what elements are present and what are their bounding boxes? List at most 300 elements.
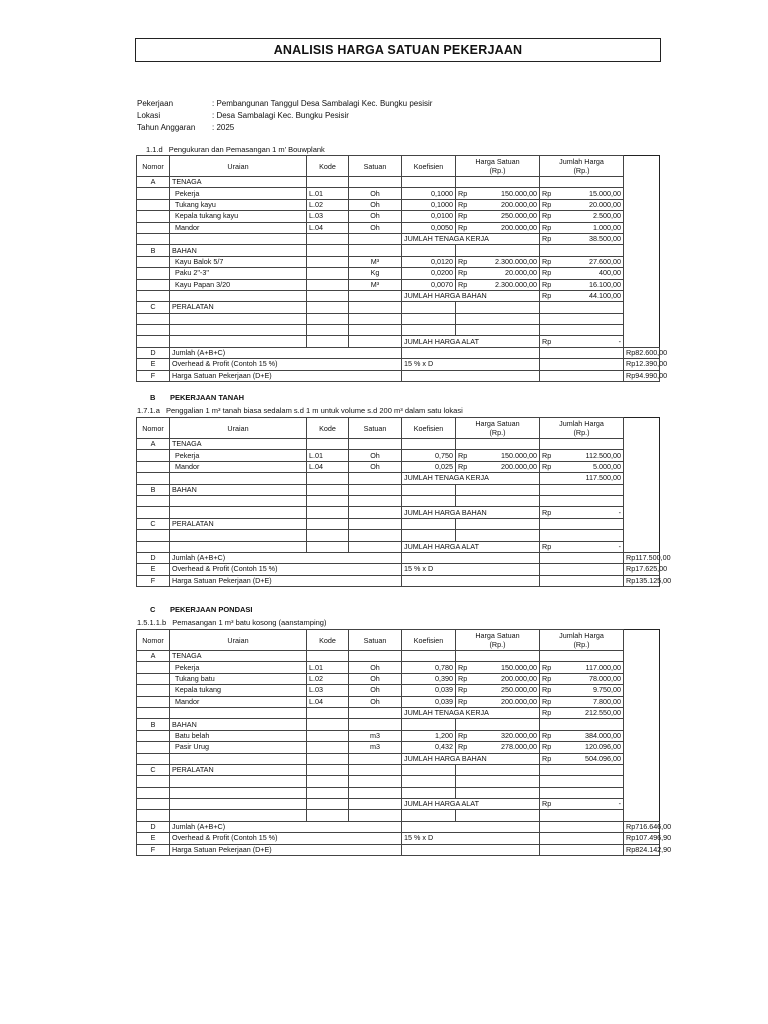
item-jumlah-wrap [542, 268, 621, 278]
group-letter: B [137, 484, 170, 495]
summary-row [137, 564, 660, 575]
group-total-value-value: 44.100,00 [589, 291, 621, 301]
group-name: BAHAN [170, 484, 307, 495]
group-total-label: JUMLAH HARGA BAHAN [402, 753, 540, 764]
empty-cell [349, 799, 402, 810]
empty-cell [540, 177, 624, 188]
section-name: PEKERJAAN PONDASI [170, 605, 253, 614]
item-jumlah [540, 256, 624, 267]
empty-cell [137, 279, 170, 290]
item-satuan: Kg [349, 268, 402, 279]
empty-cell [349, 336, 402, 347]
summary-value-value: 82.600,00 [635, 348, 668, 358]
empty-cell [349, 810, 402, 821]
empty-cell [170, 753, 307, 764]
empty-cell [170, 473, 307, 484]
item-harga-wrap [458, 451, 537, 461]
subtitle-code: 1.5.1.1.b [137, 618, 167, 627]
empty-cell [137, 730, 170, 741]
empty-cell [170, 495, 307, 506]
info-row-pekerjaan [137, 98, 432, 110]
item-jumlah-value: 112.500,00 [585, 450, 621, 460]
group-header-row [137, 245, 660, 256]
empty-cell [402, 810, 456, 821]
item-harga [456, 279, 540, 290]
item-uraian: Tukang batu [170, 673, 307, 684]
header-satuan: Satuan [349, 418, 402, 439]
item-harga-value: 200.000,00 [501, 673, 537, 683]
blank-row [137, 810, 660, 821]
empty-cell [137, 313, 170, 324]
info-value: : Pembangunan Tanggul Desa Sambalagi Kec. Bungku pesisir [212, 99, 433, 108]
item-jumlah [540, 450, 624, 461]
table-row [137, 461, 660, 472]
item-satuan: Oh [349, 211, 402, 222]
empty-cell [307, 302, 349, 313]
header-harga-satuan [456, 418, 540, 439]
header-uraian: Uraian [170, 418, 307, 439]
subtitle-code: 1.1.d [146, 145, 163, 154]
table-row [137, 730, 660, 741]
group-total-value-value: - [618, 336, 621, 346]
item-kode: L.03 [307, 211, 349, 222]
empty-cell [540, 530, 624, 541]
empty-cell [170, 336, 307, 347]
item-jumlah-value: 7.800,00 [593, 696, 621, 706]
item-koefisien: 0,0200 [402, 268, 456, 279]
empty-cell [137, 662, 170, 673]
item-harga-wrap [458, 731, 537, 741]
group-name: TENAGA [170, 177, 307, 188]
header-nomor: Nomor [137, 156, 170, 177]
item-harga [456, 268, 540, 279]
item-harga-value: 200.000,00 [501, 222, 537, 232]
empty-cell [540, 810, 624, 821]
header-koefisien: Koefisien [402, 630, 456, 651]
group-header-row [137, 719, 660, 730]
group-total-value-wrap [542, 508, 621, 518]
summary-value [624, 821, 672, 832]
summary-value [624, 564, 668, 575]
group-total-value [540, 707, 624, 718]
group-total-label: JUMLAH HARGA ALAT [402, 336, 540, 347]
group-total-value-wrap [542, 473, 621, 483]
item-satuan: m3 [349, 742, 402, 753]
empty-cell [540, 484, 624, 495]
group-name: PERALATAN [170, 518, 307, 529]
info-key: Tahun Anggaran [137, 123, 196, 132]
summary-value-wrap [626, 822, 672, 832]
group-total-value [540, 290, 624, 301]
table-header-row [137, 156, 660, 177]
summary-row [137, 821, 660, 832]
empty-cell [349, 776, 402, 787]
group-header-row [137, 302, 660, 313]
summary-mid: 15 % x D [402, 359, 540, 370]
empty-cell [402, 484, 456, 495]
group-total-value-value: 504.096,00 [585, 753, 621, 763]
empty-cell [349, 518, 402, 529]
group-total-value-wrap [542, 708, 621, 718]
empty-cell [402, 719, 456, 730]
empty-cell [307, 245, 349, 256]
summary-value [624, 833, 672, 844]
empty-cell [137, 256, 170, 267]
empty-cell [456, 245, 540, 256]
group-total-value [540, 507, 624, 518]
summary-value [624, 844, 672, 855]
item-jumlah-value: 1.000,00 [593, 222, 621, 232]
empty-cell [137, 268, 170, 279]
currency-label: Rp [542, 507, 552, 517]
table-row [137, 279, 660, 290]
summary-letter: E [137, 833, 170, 844]
empty-cell [349, 764, 402, 775]
summary-value-wrap [626, 844, 672, 855]
item-jumlah-value: 9.750,00 [593, 685, 621, 695]
summary-letter: F [137, 575, 170, 586]
currency-label: Rp [542, 708, 552, 718]
empty-cell [349, 439, 402, 450]
group-total-value [540, 541, 624, 552]
group-total-row [137, 799, 660, 810]
empty-cell [349, 753, 402, 764]
summary-value [624, 552, 671, 563]
group-total-row [137, 473, 660, 484]
currency-label: Rp [542, 450, 552, 460]
currency-label: Rp [542, 799, 552, 809]
group-total-row [137, 336, 660, 347]
group-total-value [540, 233, 624, 244]
header-line: Jumlah Harga [559, 157, 604, 166]
currency-label: Rp [458, 199, 468, 209]
item-jumlah [540, 742, 624, 753]
empty-cell [540, 359, 624, 370]
currency-label: Rp [542, 730, 552, 740]
empty-cell [540, 575, 624, 586]
summary-letter: F [137, 370, 170, 381]
item-harga [456, 696, 540, 707]
empty-cell [349, 290, 402, 301]
item-satuan: Oh [349, 222, 402, 233]
item-harga-wrap [458, 742, 537, 752]
empty-cell [307, 439, 349, 450]
empty-cell [170, 799, 307, 810]
group-total-value [540, 336, 624, 347]
summary-mid [402, 844, 540, 855]
item-satuan: Oh [349, 450, 402, 461]
empty-cell [540, 439, 624, 450]
blank-row [137, 776, 660, 787]
empty-cell [137, 673, 170, 684]
empty-cell [307, 541, 349, 552]
currency-label: Rp [542, 291, 552, 301]
empty-cell [137, 707, 170, 718]
table-row [137, 222, 660, 233]
empty-cell [540, 370, 624, 381]
item-koefisien: 0,0100 [402, 211, 456, 222]
group-header-row [137, 177, 660, 188]
item-kode: L.03 [307, 685, 349, 696]
blank-row [137, 530, 660, 541]
item-harga [456, 211, 540, 222]
item-jumlah-wrap [542, 451, 621, 461]
section-letter: B [150, 393, 156, 402]
item-koefisien: 0,039 [402, 685, 456, 696]
header-line: (Rp.) [489, 428, 506, 437]
empty-cell [137, 495, 170, 506]
summary-value-value: 94.990,00 [635, 370, 668, 380]
currency-label: Rp [458, 279, 468, 289]
empty-cell [402, 787, 456, 798]
empty-cell [170, 541, 307, 552]
group-letter: B [137, 245, 170, 256]
subtitle-1 [146, 145, 325, 154]
item-harga-value: 150.000,00 [501, 188, 537, 198]
item-satuan: m3 [349, 730, 402, 741]
empty-cell [307, 707, 349, 718]
group-total-value-wrap [542, 799, 621, 809]
empty-cell [170, 507, 307, 518]
empty-cell [402, 764, 456, 775]
summary-mid [402, 370, 540, 381]
item-uraian: Mandor [170, 696, 307, 707]
empty-cell [540, 552, 624, 563]
group-total-row [137, 753, 660, 764]
item-harga-wrap [458, 211, 537, 221]
empty-cell [307, 177, 349, 188]
currency-label: Rp [542, 199, 552, 209]
currency-label: Rp [542, 336, 552, 346]
empty-cell [307, 810, 349, 821]
group-header-row [137, 651, 660, 662]
summary-label: Overhead & Profit (Contoh 15 %) [170, 833, 402, 844]
section-title-b [150, 393, 244, 402]
item-harga-value: 320.000,00 [501, 730, 537, 740]
empty-cell [456, 651, 540, 662]
subtitle-3 [137, 618, 326, 627]
group-total-label: JUMLAH HARGA BAHAN [402, 507, 540, 518]
empty-cell [307, 336, 349, 347]
group-total-value-wrap [542, 337, 621, 347]
header-line: Jumlah Harga [559, 419, 604, 428]
empty-cell [307, 530, 349, 541]
currency-label: Rp [626, 833, 636, 843]
item-harga-value: 2.300.000,00 [495, 279, 537, 289]
summary-label: Harga Satuan Pekerjaan (D+E) [170, 575, 402, 586]
currency-label: Rp [458, 211, 468, 221]
empty-cell [307, 787, 349, 798]
empty-cell [137, 473, 170, 484]
item-jumlah [540, 279, 624, 290]
currency-label: Rp [542, 222, 552, 232]
currency-label: Rp [458, 662, 468, 672]
item-uraian: Kepala tukang kayu [170, 211, 307, 222]
empty-cell [349, 787, 402, 798]
blank-row [137, 313, 660, 324]
item-kode: L.02 [307, 199, 349, 210]
empty-cell [307, 484, 349, 495]
currency-label: Rp [542, 188, 552, 198]
item-satuan: Oh [349, 685, 402, 696]
summary-mid [402, 575, 540, 586]
item-jumlah-value: 27.600,00 [589, 256, 621, 266]
item-jumlah-value: 15.000,00 [589, 188, 621, 198]
group-name: PERALATAN [170, 764, 307, 775]
currency-label: Rp [626, 370, 636, 380]
ahs-table-1 [136, 155, 668, 382]
empty-cell [540, 313, 624, 324]
empty-cell [307, 518, 349, 529]
empty-cell [170, 325, 307, 336]
empty-cell [170, 707, 307, 718]
item-jumlah-value: 2.500,00 [593, 211, 621, 221]
item-koefisien: 0,025 [402, 461, 456, 472]
header-kode: Kode [307, 156, 349, 177]
summary-label: Harga Satuan Pekerjaan (D+E) [170, 844, 402, 855]
item-harga [456, 673, 540, 684]
table-row [137, 685, 660, 696]
summary-letter: D [137, 552, 170, 563]
group-header-row [137, 439, 660, 450]
table-header-row [137, 418, 660, 439]
summary-letter: D [137, 347, 170, 358]
empty-cell [402, 302, 456, 313]
summary-row [137, 552, 660, 563]
item-uraian: Mandor [170, 461, 307, 472]
item-harga [456, 450, 540, 461]
empty-cell [402, 325, 456, 336]
summary-value-wrap [626, 553, 671, 563]
item-kode: L.04 [307, 461, 349, 472]
empty-cell [137, 461, 170, 472]
group-total-value [540, 799, 624, 810]
empty-cell [456, 302, 540, 313]
summary-row [137, 359, 660, 370]
item-jumlah-wrap [542, 257, 621, 267]
header-harga-satuan [456, 630, 540, 651]
table-row [137, 696, 660, 707]
item-uraian: Kayu Balok 5/7 [170, 256, 307, 267]
summary-letter: E [137, 564, 170, 575]
item-harga-value: 200.000,00 [501, 696, 537, 706]
summary-row [137, 347, 660, 358]
currency-label: Rp [542, 211, 552, 221]
item-jumlah-value: 5.000,00 [593, 461, 621, 471]
empty-cell [137, 742, 170, 753]
currency-label: Rp [458, 730, 468, 740]
section-title-c [150, 605, 253, 614]
header-nomor: Nomor [137, 630, 170, 651]
item-uraian: Kayu Papan 3/20 [170, 279, 307, 290]
empty-cell [402, 313, 456, 324]
item-jumlah [540, 188, 624, 199]
group-letter: C [137, 518, 170, 529]
empty-cell [540, 776, 624, 787]
item-jumlah-wrap [542, 742, 621, 752]
item-koefisien: 0,1000 [402, 199, 456, 210]
summary-mid [402, 552, 540, 563]
summary-value [624, 347, 668, 358]
group-total-label: JUMLAH HARGA ALAT [402, 541, 540, 552]
item-jumlah [540, 696, 624, 707]
subtitle-text: Pemasangan 1 m³ batu kosong (aanstamping) [172, 618, 327, 627]
currency-label: Rp [542, 662, 552, 672]
empty-cell [402, 177, 456, 188]
empty-cell [456, 325, 540, 336]
group-total-row [137, 541, 660, 552]
summary-mid: 15 % x D [402, 564, 540, 575]
item-harga [456, 730, 540, 741]
summary-label: Jumlah (A+B+C) [170, 552, 402, 563]
header-uraian: Uraian [170, 630, 307, 651]
table-header-row [137, 630, 660, 651]
header-line: Harga Satuan [475, 157, 520, 166]
empty-cell [170, 810, 307, 821]
empty-cell [402, 495, 456, 506]
header-nomor: Nomor [137, 418, 170, 439]
currency-label: Rp [458, 256, 468, 266]
header-line: (Rp.) [573, 640, 590, 649]
blank-row [137, 325, 660, 336]
item-jumlah-wrap [542, 663, 621, 673]
item-jumlah [540, 673, 624, 684]
item-koefisien: 0,0070 [402, 279, 456, 290]
item-jumlah-value: 20.000,00 [589, 199, 621, 209]
summary-row [137, 844, 660, 855]
item-jumlah [540, 222, 624, 233]
item-satuan: Oh [349, 662, 402, 673]
currency-label: Rp [626, 575, 636, 585]
item-kode: L.04 [307, 696, 349, 707]
item-kode [307, 730, 349, 741]
currency-label: Rp [626, 348, 636, 358]
group-letter: B [137, 719, 170, 730]
summary-label: Overhead & Profit (Contoh 15 %) [170, 564, 402, 575]
item-uraian: Pekerja [170, 188, 307, 199]
empty-cell [137, 290, 170, 301]
currency-label: Rp [626, 564, 636, 574]
item-jumlah [540, 268, 624, 279]
item-harga-wrap [458, 280, 537, 290]
table-row [137, 211, 660, 222]
item-jumlah-wrap [542, 685, 621, 695]
empty-cell [540, 325, 624, 336]
empty-cell [349, 484, 402, 495]
item-harga-wrap [458, 268, 537, 278]
empty-cell [137, 753, 170, 764]
empty-cell [137, 325, 170, 336]
empty-cell [349, 473, 402, 484]
currency-label: Rp [626, 553, 636, 563]
item-harga-value: 200.000,00 [501, 461, 537, 471]
header-line: (Rp.) [489, 640, 506, 649]
empty-cell [456, 764, 540, 775]
table-row [137, 673, 660, 684]
empty-cell [540, 719, 624, 730]
empty-cell [402, 518, 456, 529]
header-line: Harga Satuan [475, 419, 520, 428]
summary-mid [402, 821, 540, 832]
info-key: Pekerjaan [137, 99, 174, 108]
item-jumlah-wrap [542, 731, 621, 741]
empty-cell [402, 651, 456, 662]
item-harga-wrap [458, 663, 537, 673]
empty-cell [307, 473, 349, 484]
item-harga-value: 150.000,00 [501, 450, 537, 460]
currency-label: Rp [542, 753, 552, 763]
empty-cell [307, 313, 349, 324]
